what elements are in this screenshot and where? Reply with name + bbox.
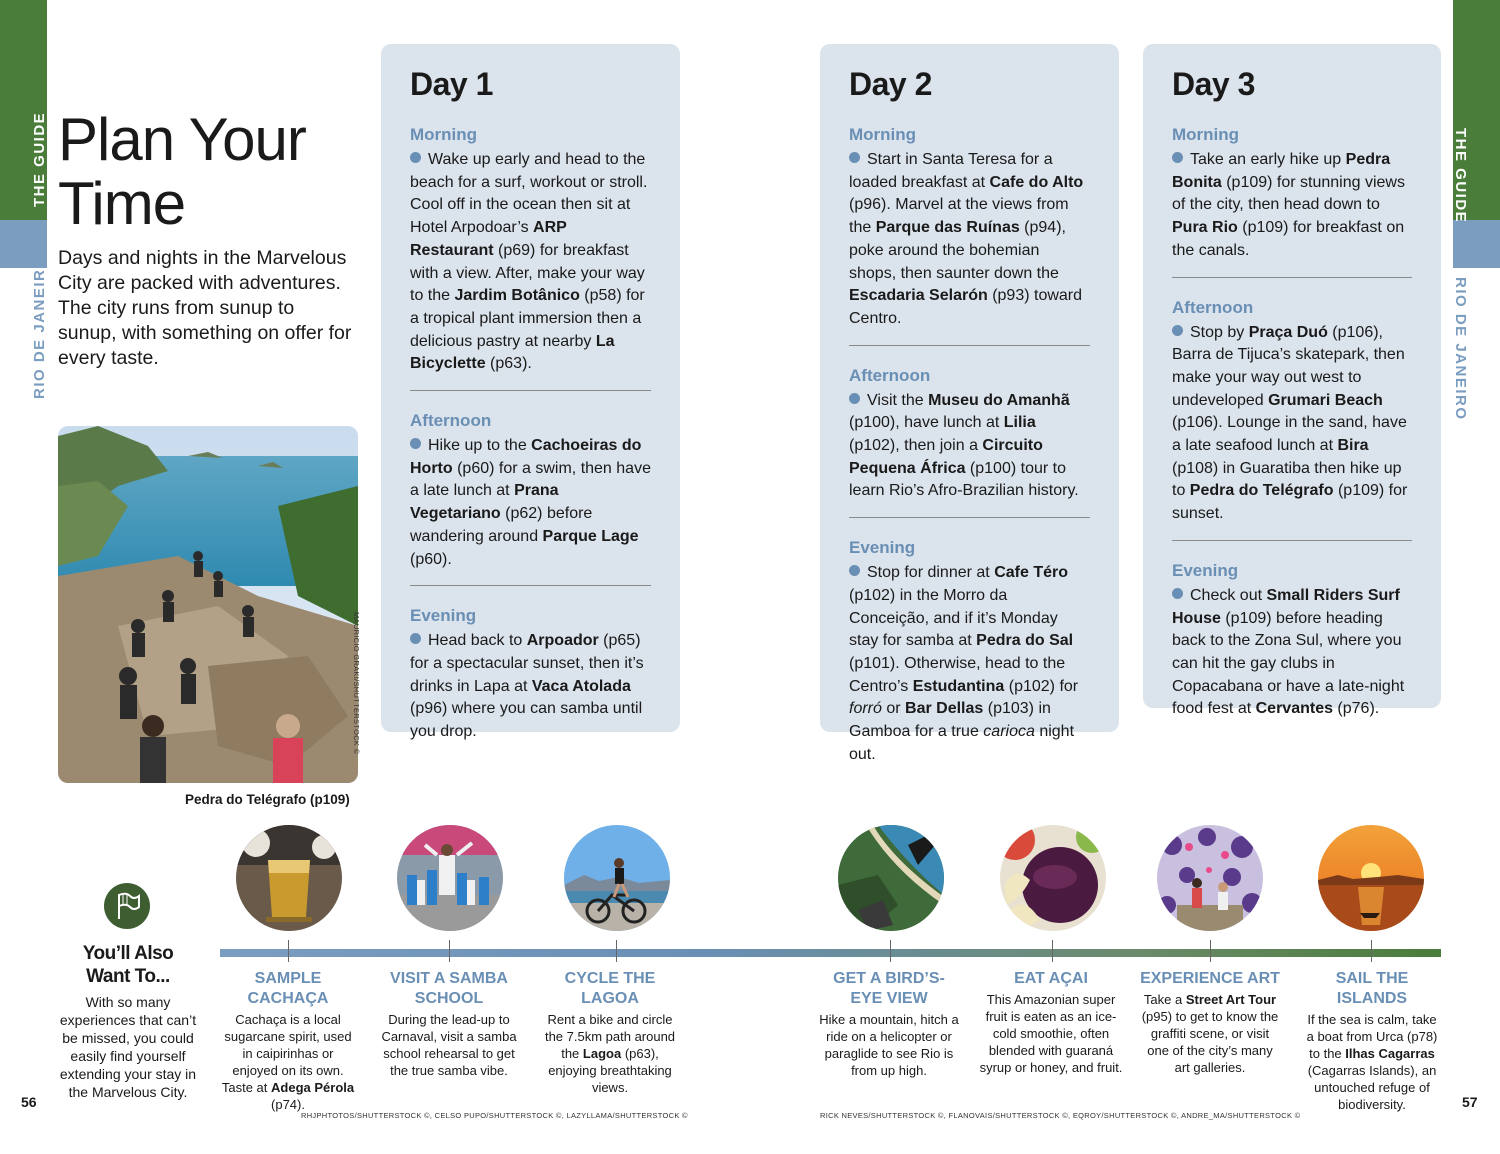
text-run: Start in Santa Teresa for a loaded breakfast at <box>849 151 1053 191</box>
bold-place-name: Cafe do Alto <box>989 173 1084 191</box>
side-tab-city-label: RIO DE JANEIRO <box>1452 277 1469 421</box>
italic-term: forró <box>849 700 882 718</box>
timeline-item-text <box>978 991 1124 1076</box>
bold-place-name: Parque Lage <box>542 527 639 545</box>
text-run: During the lead-up to Carnaval, visit a samba school rehearsal to get the true samba vibe. <box>381 1012 517 1078</box>
bullet-dot-icon <box>410 633 421 644</box>
timeline-item-birds-eye <box>818 969 960 1079</box>
text-run: (p69) for breakfast with a view. After, make your way to the <box>410 241 645 305</box>
section-divider <box>410 390 651 391</box>
timeline-item-art <box>1140 969 1280 1076</box>
timeline-item-title: CYCLE THE LAGOA <box>564 970 656 1007</box>
day-card-1 <box>381 44 680 741</box>
section-divider <box>1172 540 1412 541</box>
bold-place-name: Pedra do Telégrafo <box>1189 482 1334 500</box>
bold-place-name: Adega Pérola <box>271 1080 355 1095</box>
side-tab-blue <box>1453 220 1500 268</box>
text-run: (p93) toward Centro. <box>849 287 1083 327</box>
timeline-bar <box>220 949 1441 957</box>
page-title <box>58 108 306 236</box>
section-text <box>410 149 651 376</box>
text-run: Hike up to the <box>428 437 532 455</box>
text-run: (p109) before heading back to the Zona Sul, where you can hit the gay clubs in Copacabana or have a late-night food fest at <box>1172 609 1405 718</box>
bold-place-name: Lilia <box>1003 414 1036 432</box>
bold-place-name: Bar Dellas <box>905 700 984 718</box>
bold-place-name: Lagoa <box>582 1046 622 1061</box>
bold-place-name: Jardim Botânico <box>454 287 580 305</box>
bold-place-name: Cafe Téro <box>994 564 1068 582</box>
text-run: (p63), enjoying breathtaking views. <box>548 1046 672 1095</box>
timeline-item-text <box>1302 1011 1442 1113</box>
day-title: Day 3 <box>1172 66 1255 102</box>
bold-place-name: Cachoeiras do Horto <box>410 437 642 477</box>
text-run: Cachaça is a local sugarcane spirit, used in caipirinhas or enjoyed on its own. Taste at <box>221 1012 352 1095</box>
page-number-right: 57 <box>1462 1094 1478 1110</box>
hike-photo <box>58 426 358 783</box>
bullet-dot-icon <box>849 152 860 163</box>
also-want-title <box>58 942 198 988</box>
text-run: If the sea is calm, take a boat from Urca (p78) to the <box>1306 1012 1438 1061</box>
text-run: (p106), Barra de Tijuca’s skatepark, then make your way out west to undeveloped <box>1172 323 1405 409</box>
bold-place-name: La Bicyclette <box>410 332 615 373</box>
sunset-islands-photo <box>1318 825 1424 931</box>
section-text <box>849 562 1090 766</box>
also-want-title-line-1: You’ll Also <box>82 943 174 964</box>
section-title-evening: Evening <box>849 538 916 558</box>
bold-place-name: Praça Duó <box>1248 323 1328 341</box>
timeline-tick <box>1210 940 1211 962</box>
bullet-dot-icon <box>410 438 421 449</box>
text-run: (p109) for breakfast on the canals. <box>1172 219 1405 259</box>
bullet-dot-icon <box>849 393 860 404</box>
timeline-item-lagoa <box>542 969 678 1096</box>
text-run: Take a <box>1143 992 1186 1007</box>
bullet-dot-icon <box>1172 325 1183 336</box>
also-want-text: With so many experiences that can’t be missed, you could easily find yourself extending your stay in the Marvelous City. <box>59 994 197 1100</box>
text-run: (p96). Marvel at the views from the <box>849 196 1069 237</box>
hike-photo-illustration <box>58 426 358 783</box>
bold-place-name: Grumari Beach <box>1268 391 1383 409</box>
text-run: (p76). <box>1332 700 1380 718</box>
section-title-evening: Evening <box>410 606 477 626</box>
section-title-morning: Morning <box>849 125 917 144</box>
bold-place-name: Vaca Atolada <box>531 677 631 695</box>
timeline-tick <box>1371 940 1372 962</box>
section-text <box>1172 322 1412 526</box>
timeline-item-title: SAMPLE CACHAÇA <box>247 970 329 1007</box>
text-run: Wake up early and head to the beach for a surf, workout or stroll. Cool off in the ocean then sit at Hotel Arpodoar’s <box>410 151 648 237</box>
photo-credits-right: RICK NEVES/SHUTTERSTOCK ©, FLANOVAIS/SHUTTERSTOCK ©, EQROY/SHUTTERSTOCK ©, ANDRE_MA/SHUTTERSTOCK © <box>820 1111 1301 1120</box>
section-title-afternoon: Afternoon <box>1172 297 1254 317</box>
photo-credit: MAURICIO GRAKI/SHUTTERSTOCK © <box>352 612 361 755</box>
bold-place-name: Street Art Tour <box>1185 992 1277 1007</box>
title-line-2: Time <box>58 170 186 237</box>
acai-photo <box>1000 825 1106 931</box>
cachaca-photo <box>236 825 342 931</box>
text-run: (p102), then join a <box>849 437 983 455</box>
timeline-item-title: VISIT A SAMBA SCHOOL <box>390 970 508 1007</box>
timeline-tick <box>890 940 891 962</box>
text-run: (p103) in Gamboa for a true <box>849 700 1051 741</box>
text-run: (p95) to get to know the graffiti scene, or visit one of the city’s many art galleries. <box>1141 1009 1279 1075</box>
text-run: (p101). Otherwise, head to the Centro’s <box>849 654 1066 695</box>
section-text <box>849 149 1090 331</box>
text-run: night out. <box>849 723 1075 763</box>
bold-place-name: Circuito Pequena África <box>849 437 1043 477</box>
italic-term: carioca <box>983 723 1035 741</box>
text-run: (p108) in Guaratiba then hike up to <box>1172 459 1402 500</box>
section-text <box>1172 149 1412 263</box>
text-run: Stop for dinner at <box>867 564 995 582</box>
section-divider <box>410 585 651 586</box>
day-card-2 <box>820 44 1119 763</box>
text-run: or <box>881 700 906 718</box>
section-title-morning: Morning <box>410 125 478 144</box>
timeline-item-text <box>381 1011 517 1079</box>
section-divider <box>849 517 1090 518</box>
text-run: (p63). <box>485 355 532 373</box>
bold-place-name: Estudantina <box>912 677 1005 695</box>
left-side-tab <box>0 0 47 1154</box>
section-title-evening: Evening <box>1172 560 1239 580</box>
bullet-dot-icon <box>849 565 860 576</box>
photo-credits-left: RHJPHTOTOS/SHUTTERSTOCK ©, CELSO PUPO/SHUTTERSTOCK ©, LAZYLLAMA/SHUTTERSTOCK © <box>301 1111 688 1120</box>
section-divider <box>849 345 1090 346</box>
bold-place-name: Museu do Amanhã <box>928 391 1070 409</box>
timeline-item-title: EXPERIENCE ART <box>1140 970 1280 987</box>
section-divider <box>1172 277 1412 278</box>
timeline-item-acai <box>978 969 1124 1076</box>
timeline-item-text <box>220 1011 356 1113</box>
text-run: (p62) before wandering around <box>410 505 593 545</box>
lagoa-bike-photo <box>564 825 670 931</box>
text-run: (p106). Lounge in the sand, have a late seafood lunch at <box>1172 414 1407 455</box>
text-run: (Cagarras Islands), an untouched refuge of biodiversity. <box>1307 1063 1437 1112</box>
timeline-tick <box>449 940 450 962</box>
section-text <box>410 630 651 744</box>
text-run: (p109) for stunning views of the city, then head down to <box>1172 173 1405 214</box>
timeline-item-text <box>542 1011 678 1096</box>
text-run: (p94), poke around the bohemian shops, then saunter down the <box>849 219 1066 282</box>
text-run: (p96) where you can samba until you drop. <box>410 700 643 741</box>
intro-paragraph: Days and nights in the Marvelous City are packed with adventures. The city runs from sunup to sunup, with something on offer for every taste. <box>58 247 352 369</box>
bold-place-name: Small Riders Surf House <box>1172 586 1400 627</box>
section-title-afternoon: Afternoon <box>849 365 931 385</box>
timeline-item-title: SAIL THE ISLANDS <box>1335 970 1409 1007</box>
side-tab-city-label: RIO DE JANEIRO <box>31 255 48 399</box>
bullet-dot-icon <box>410 152 421 163</box>
text-run: Visit the <box>867 391 929 409</box>
flag-icon <box>104 883 150 929</box>
text-run: Rent a bike and circle the 7.5km path around the <box>544 1012 676 1061</box>
timeline-item-islands <box>1302 969 1442 1113</box>
timeline-tick <box>1052 940 1053 962</box>
text-run: Head back to <box>428 632 527 650</box>
bold-place-name: Escadaria Selarón <box>849 287 988 305</box>
text-run: Check out <box>1190 586 1267 604</box>
title-line-1: Plan Your <box>58 106 306 173</box>
text-run: (p100), have lunch at <box>849 414 1004 432</box>
bold-place-name: Bira <box>1337 437 1369 455</box>
page-number-left: 56 <box>21 1094 37 1110</box>
timeline-tick <box>616 940 617 962</box>
text-run: (p100) tour to learn Rio’s Afro-Brazilian history. <box>849 459 1079 500</box>
text-run: Take an early hike up <box>1190 151 1346 168</box>
timeline-item-text <box>1140 991 1280 1076</box>
bold-place-name: Pura Rio <box>1172 219 1238 237</box>
text-run: (p102) for <box>1004 677 1079 695</box>
timeline-item-samba <box>381 969 517 1079</box>
bold-place-name: Arpoador <box>526 632 599 650</box>
text-run: (p74). <box>271 1097 305 1112</box>
street-art-photo <box>1157 825 1263 931</box>
text-run: (p102) in the Morro da Conceição, and if it’s Monday stay for samba at <box>849 586 1058 650</box>
also-want-title-line-2: Want To... <box>86 966 170 987</box>
section-title-morning: Morning <box>1172 125 1240 144</box>
photo-caption: Pedra do Telégrafo (p109) <box>185 792 350 807</box>
text-run: (p58) for a tropical plant immersion then a delicious pastry at nearby <box>410 287 645 350</box>
bold-place-name: Ilhas Cagarras <box>1345 1046 1435 1061</box>
timeline-item-cachaca <box>220 969 356 1113</box>
bold-place-name: Parque das Ruínas <box>875 219 1020 237</box>
text-run: Hike a mountain, hitch a ride on a helicopter or paraglide to see Rio is from up high. <box>819 1012 959 1078</box>
bullet-dot-icon <box>1172 152 1183 163</box>
day-card-3 <box>1143 44 1441 718</box>
text-run: Stop by <box>1190 323 1249 341</box>
bold-place-name: Cervantes <box>1255 700 1333 718</box>
side-tab-guide-label: THE GUIDE <box>31 111 48 207</box>
right-side-tab <box>1453 0 1500 1154</box>
section-title-afternoon: Afternoon <box>410 411 492 431</box>
text-run: (p65) for a spectacular sunset, then it’s drinks in Lapa at <box>410 632 644 695</box>
text-run: (p60). <box>410 550 452 568</box>
timeline-item-title: GET A BIRD’S-EYE VIEW <box>833 970 945 1007</box>
timeline-item-text <box>818 1011 960 1079</box>
text-run: (p60) for a swim, then have a late lunch at <box>410 459 651 500</box>
day-title: Day 1 <box>410 66 493 102</box>
day-title: Day 2 <box>849 66 932 102</box>
timeline-item-title: EAT AÇAI <box>1014 970 1088 987</box>
bold-place-name: Pedra do Sal <box>976 632 1074 650</box>
text-run: (p109) for sunset. <box>1172 482 1408 523</box>
section-text <box>849 390 1090 504</box>
side-tab-guide-label: THE GUIDE <box>1452 128 1469 224</box>
bold-place-name: Prana Vegetariano <box>410 482 559 523</box>
section-text <box>410 435 651 571</box>
bullet-dot-icon <box>1172 588 1183 599</box>
text-run: This Amazonian super fruit is eaten as an ice-cold smoothie, often blended with guaraná syrup or honey, and fruit. <box>979 992 1123 1075</box>
samba-school-photo <box>397 825 503 931</box>
bold-place-name: ARP Restaurant <box>410 219 567 259</box>
timeline-tick <box>288 940 289 962</box>
section-text <box>1172 585 1412 721</box>
bold-place-name: Pedra Bonita <box>1172 151 1391 191</box>
birds-eye-photo <box>838 825 944 931</box>
